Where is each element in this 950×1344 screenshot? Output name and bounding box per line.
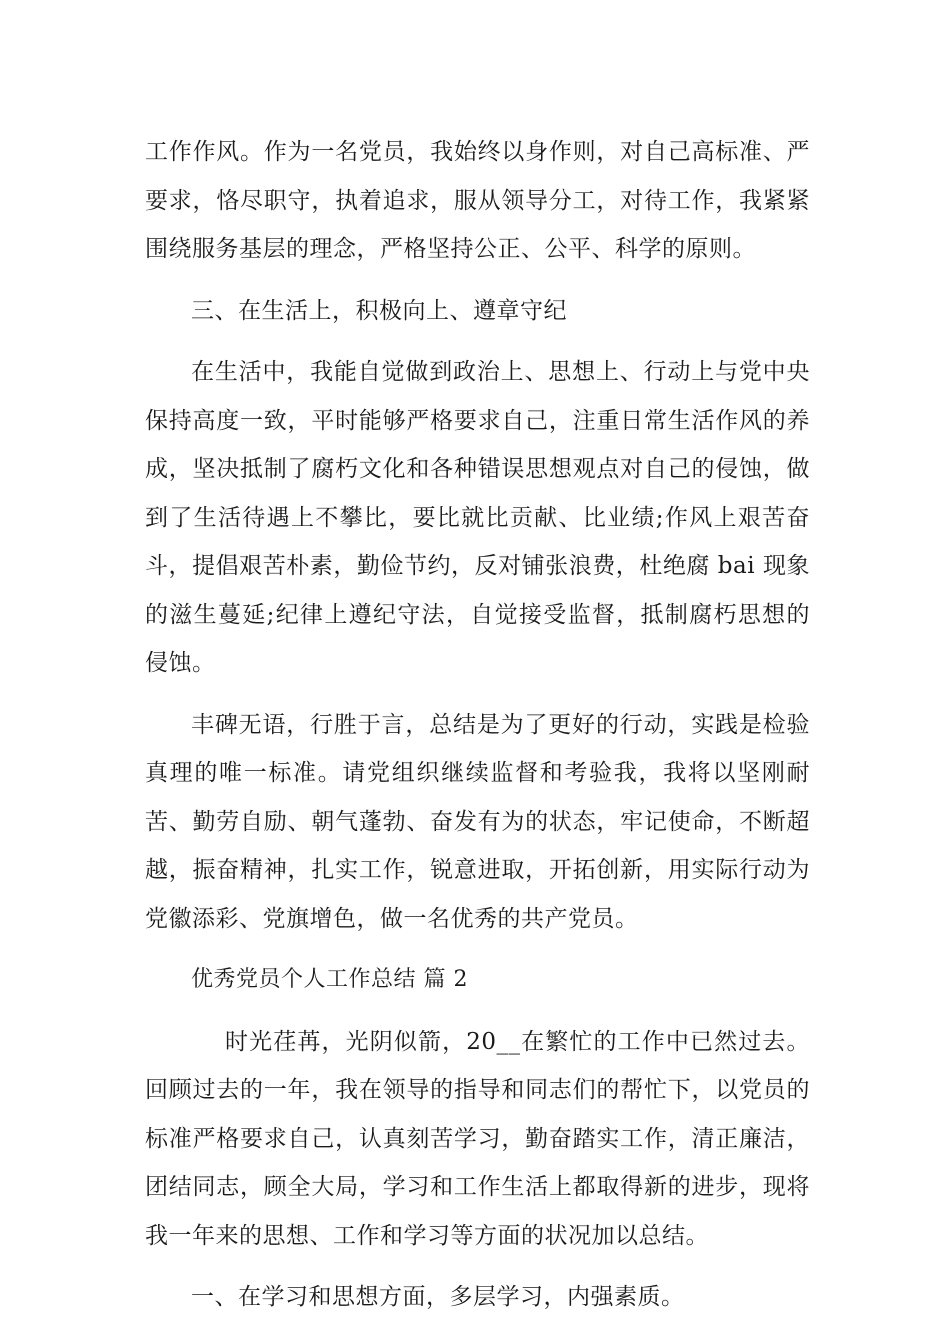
paragraph-conclusion: 丰碑无语，行胜于言，总结是为了更好的行动，实践是检验真理的唯一标准。请党组织继续监督和考验我，我将以坚刚耐苦、勤劳自励、朝气蓬勃、奋发有为的状态，牢记使命，不断超越，振奋精神，扎实工作，锐意进取，开拓创新，用实际行动为党徽添彩、党旗增色，做一名优秀的共产党员。 xyxy=(145,711,810,932)
paragraph-work-style: 工作作风。作为一名党员，我始终以身作则，对自己高标准、严要求，恪尽职守，执着追求，服从领导分工，对待工作，我紧紧围绕服务基层的理念，严格坚持公正、公平、科学的原则。 xyxy=(145,139,810,262)
article-title-part-2: 优秀党员个人工作总结 篇 2 xyxy=(191,967,468,992)
section-heading-study: 一、在学习和思想方面，多层学习，内强素质。 xyxy=(191,1284,685,1310)
paragraph-intro-part-2: 时光荏苒，光阴似箭，20__在繁忙的工作中已然过去。回顾过去的一年，我在领导的指导和同志们的帮忙下，以党员的标准严格要求自己，认真刻苦学习，勤奋踏实工作，清正廉洁，团结同志，顾全大局，学习和工作生活上都取得新的进步，现将我一年来的思想、工作和学习等方面的状况加以总结。 xyxy=(145,1028,810,1249)
section-heading-life: 三、在生活上，积极向上、遵章守纪 xyxy=(191,297,567,324)
paragraph-life: 在生活中，我能自觉做到政治上、思想上、行动上与党中央保持高度一致，平时能够严格要求自己，注重日常生活作风的养成，坚决抵制了腐朽文化和各种错误思想观点对自己的侵蚀，做到了生活待遇上不攀比，要比就比贡献、比业绩;作风上艰苦奋斗，提倡艰苦朴素，勤俭节约，反对铺张浪费，杜绝腐 bai 现象的滋生蔓延;纪律上遵纪守法，自觉接受监督，抵制腐朽思想的侵蚀。 xyxy=(145,359,810,676)
document-body xyxy=(145,128,810,1322)
